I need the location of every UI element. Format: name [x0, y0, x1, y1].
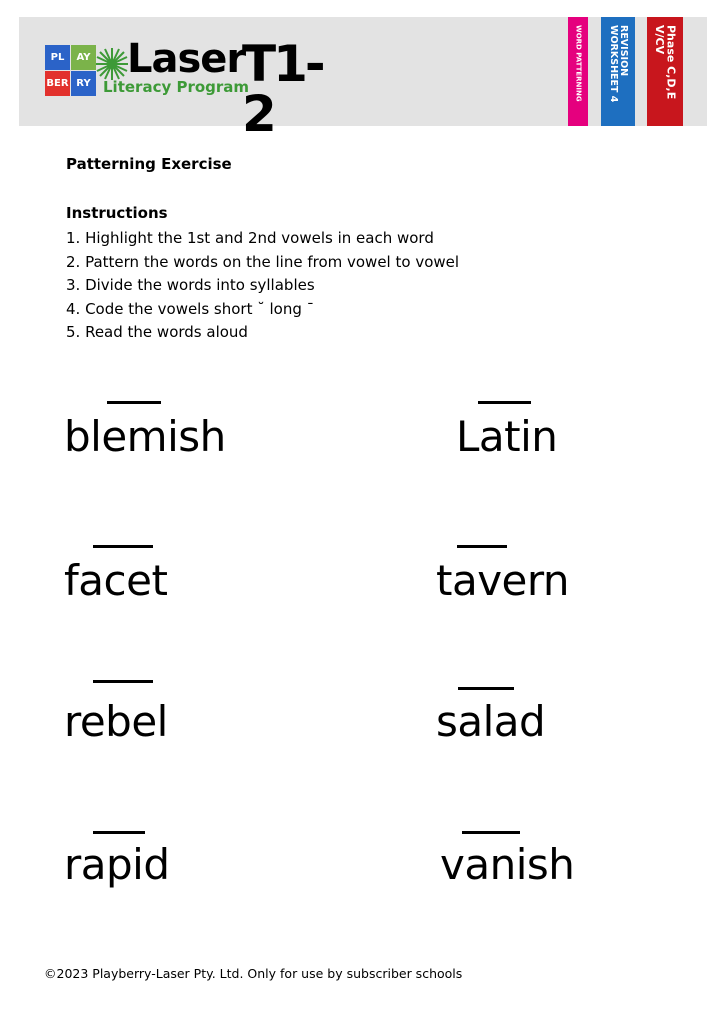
pattern-line: [457, 545, 507, 548]
pattern-line: [93, 831, 145, 834]
word-salad: salad: [436, 697, 546, 746]
pattern-line: [93, 680, 153, 683]
tab-word-patterning: WORD PATTERNING: [568, 17, 588, 126]
puzzle-piece: RY: [71, 71, 96, 96]
word-blemish: blemish: [64, 412, 226, 461]
pattern-line: [93, 545, 153, 548]
puzzle-piece: PL: [45, 45, 70, 70]
tab-revision-worksheet: REVISION WORKSHEET 4: [601, 17, 635, 126]
word-tavern: tavern: [436, 556, 570, 605]
instruction-item: 1. Highlight the 1st and 2nd vowels in each word: [66, 229, 434, 247]
word-latin: Latin: [456, 412, 558, 461]
pattern-line: [458, 687, 514, 690]
instruction-item: 3. Divide the words into syllables: [66, 276, 315, 294]
logo-wordmark: Laser: [127, 36, 246, 82]
tab-phase: Phase C,D,E V/CV: [647, 17, 683, 126]
word-vanish: vanish: [440, 840, 575, 889]
instruction-item: 4. Code the vowels short ˘ long ¯: [66, 299, 315, 318]
word-rebel: rebel: [64, 697, 168, 746]
pattern-line: [107, 401, 161, 404]
copyright-footer: ©2023 Playberry-Laser Pty. Ltd. Only for use by subscriber schools: [44, 966, 463, 981]
pattern-line: [478, 401, 531, 404]
word-facet: facet: [64, 556, 168, 605]
laser-burst-icon: [95, 47, 129, 81]
logo-subtitle: Literacy Program: [103, 78, 250, 96]
puzzle-piece: AY: [71, 45, 96, 70]
instruction-item: 5. Read the words aloud: [66, 323, 248, 341]
instruction-item: 2. Pattern the words on the line from vowel to vowel: [66, 252, 460, 271]
instructions-heading: Instructions: [66, 204, 168, 222]
instructions-list: [66, 227, 459, 345]
puzzle-piece: BER: [45, 71, 70, 96]
laser-logo: [45, 35, 335, 143]
word-rapid: rapid: [64, 840, 170, 889]
playberry-puzzle-logo: [45, 45, 97, 97]
page-title: Patterning Exercise: [66, 155, 232, 173]
pattern-line: [462, 831, 520, 834]
header-banner: [19, 17, 707, 143]
logo-level: T1-2: [242, 35, 323, 143]
